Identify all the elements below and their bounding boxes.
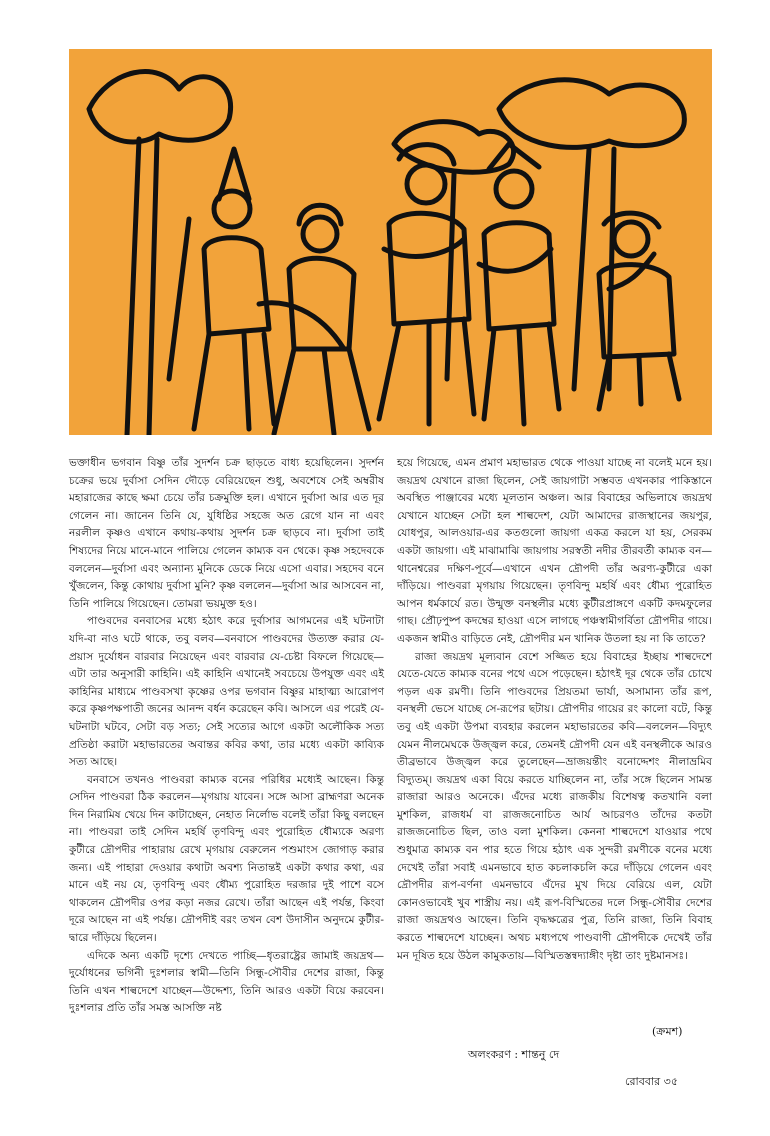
paragraph: পাণ্ডবদের বনবাসের মধ্যে হঠাৎ করে দুর্বাসার আগমনের এই ঘটনাটা যদি-বা নাও ঘটে থাকে, তবু বলব—বনবাসে পাণ্ডবদের উত্যক্ত করার যে-প্রয়াস দুর্যোধন বারবার নিয়েছেন এবং বারবার যে-চেষ্টা বিফলে গিয়েছে—এটা তার অনুসারী কাহিনি। এই কাহিনি এখানেই সবচেয়ে উপযুক্ত এবং এই কাহিনির মাধ্যমে পাণ্ডবসখা কৃষ্ণের ওপর ভগবান বিষ্ণুর মাহাত্ম্য আরোপণ করে কৃষ্ণপক্ষপাতী জনের আনন্দ বর্ধন করেছেন কবি। আসলে এর পরেই যে-ঘটনাটা ঘটবে, সেটা বড় সত্য; সেই সত্যের আগে একটা অলৌকিক সত্য প্রতিষ্ঠা করাটা মহাভারতের অবান্তর কবির কথা, তার মধ্যে একটা কাব্যিক সত্য আছে।: [69, 615, 384, 769]
illustration-credit: অলংকরণ : শান্তনু দে: [468, 1048, 560, 1061]
paragraph: রাজা জয়দ্রথ মূল্যবান বেশে সজ্জিত হয়ে বিবাহের ইচ্ছায় শাল্বদেশে যেতে-যেতে কাম্যক বনের পথে এসে পড়েছেন। হঠাৎই দূর থেকে তাঁর চোখে পড়ল এক রমণী। তিনি পাণ্ডবদের প্রিয়তমা ভার্যা, অসামান্য তাঁর রূপ, বনস্থলী ভেসে যাচ্ছে সে-রূপের ছটায়। দ্রৌপদীর গায়ের রং কালো বটে, কিন্তু তবু এই একটা উপমা ব্যবহার করলেন মহাভারতের কবি—বললেন—বিদ্যুৎ যেমন নীলমেঘকে উজ্জ্বল করে, তেমনই দ্রৌপদী যেন এই বনস্থলীকে আরও তীব্রভাবে উজ্জ্বল করে তুলেছেন—ভ্রাজয়ন্তীং বনোদ্দেশং নীলাভ্রমিব বিদ্যুতম্। জয়দ্রথ একা বিয়ে করতে যাচ্ছিলেন না, তাঁর সঙ্গে ছিলেন সামন্ত রাজারা আরও অনেকে। এঁদের মধ্যে রাজকীয় বিশেষত্ব কতখানি বলা মুশকিল, রাজধর্ম বা রাজজনোচিত আর্য আচরণও তাঁদের কতটা রাজজনোচিত ছিল, তাও বলা মুশকিল। কেননা শাল্বদেশে যাওয়ার পথে শুধুমাত্র কাম্যক বন পার হতে গিয়ে হঠাৎ এক সুন্দরী রমণীকে বনের মধ্যে দেখেই তাঁরা সবাই এমনভাবে হাত কচলাকচলি করে দাঁড়িয়ে গেলেন এবং দ্রৌপদীর রূপ-বর্ণনা এমনভাবে এঁদের মুখ দিয়ে বেরিয়ে এল, যেটা কোনওভাবেই খুব শাস্ত্রীয় নয়। এই রূপ-বিস্মিতের দলে সিন্ধু-সৌবীর দেশের রাজা জয়দ্রথও আছেন। তিনি বৃদ্ধক্ষত্রের পুত্র, তিনি রাজা, তিনি বিবাহ করতে শাল্বদেশে যাচ্ছেন। অথচ মধ্যপথে পাণ্ডবাণী দ্রৌপদীকে দেখেই তাঁর মন দূষিত হয়ে উঠল কামুকতায়—বিস্মিতস্তন্বদ্যাঙ্গীং দৃষ্টা তাং দুষ্টমানসঃ।: [397, 650, 712, 962]
page-footer: রোববার ৩৫: [625, 1075, 678, 1088]
to-be-continued: (ক্রমশ): [652, 1025, 683, 1038]
article-column-left: [69, 455, 384, 1018]
paragraph: এদিকে অন্য একটি দৃশ্যে দেখতে পাচ্ছি—ধৃতরাষ্ট্রের জামাই জয়দ্রথ—দুর্যোধনের ভগিনী দুঃশলার স্বামী—তিনি সিন্ধু-সৌবীর দেশের রাজা, কিন্তু তিনি এখন শাল্বদেশে যাচ্ছেন—উদ্দেশ্য, তিনি আরও একটা বিয়ে করবেন। দুঃশলার প্রতি তাঁর সমস্ত আসক্তি নষ্ট: [69, 949, 384, 1015]
article-column-right: [397, 455, 712, 965]
illustration-drawing: [69, 49, 712, 435]
paragraph: বনবাসে তখনও পাণ্ডবরা কাম্যক বনের পরিধির মধ্যেই আছেন। কিন্তু সেদিন পাণ্ডবরা ঠিক করলেন—মৃগয়ায় যাবেন। সঙ্গে আসা ব্রাহ্মণরা অনেক দিন নিরামিষ খেয়ে দিন কাটাচ্ছেন, নেহাত নির্লোভ বলেই তাঁরা কিছু বলছেন না। পাণ্ডবরা তাই সেদিন মহর্ষি তৃণবিন্দু এবং পুরোহিত ধৌম্যকে অরণ্য কুটীরে দ্রৌপদীর পাহারায় রেখে মৃগয়ায় বেরুলেন পশুমাংস জোগাড় করার জন্য। এই পাহারা দেওয়ার কথাটা অবশ্য নিতান্তই একটা কথার কথা, এর মানে এই নয় যে, তৃণবিন্দু এবং ধৌম্য পুরোহিত দরজার দুই পাশে বসে থাকলেন দ্রৌপদীর ওপর কড়া নজর রেখে। তাঁরা আছেন এই পর্যন্ত, কিংবা দূরে আছেন না এই পর্যন্ত। দ্রৌপদীই বরং তখন বেশ উদাসীন অনুদমে কুটীর-দ্বারে দাঁড়িয়ে ছিলেন।: [69, 773, 384, 945]
illustration: [69, 49, 712, 435]
paragraph: হয়ে গিয়েছে, এমন প্রমাণ মহাভারত থেকে পাওয়া যাচ্ছে না বলেই মনে হয়। জয়দ্রথ যেখানে রাজা ছিলেন, সেই জায়গাটা সম্ভবত এখনকার পাকিস্তানে অবস্থিত পাঞ্জাবের মধ্যে মূলতান অঞ্চল। আর বিবাহের অভিলাষে জয়দ্রথ যেখানে যাচ্ছেন সেটা হল শাল্বদেশ, যেটা আমাদের রাজস্থানের জয়পুর, যোধপুর, আলওয়ার-এর কতগুলো জায়গা একত্র করলে যা হয়, সেরকম একটা জায়গা। এই মাঝামাঝি জায়গায় সরস্বতী নদীর তীরবর্তী কাম্যক বন—থানেশ্বরের দক্ষিণ-পূর্বে—এখানে এখন দ্রৌপদী তাঁর অরণ্য-কুটীরে একা দাঁড়িয়ে। পাণ্ডবরা মৃগয়ায় গিয়েছেন। তৃণবিন্দু মহর্ষি এবং ধৌম্য পুরোহিত আপন ধর্মকার্যে রত। উন্মুক্ত বনস্থলীর মধ্যে কুটীরপ্রাঙ্গণে একটি কদমফুলের গাছ। প্রৌঢ়পুষ্প কদম্বের হাওয়া এসে লাগছে পঞ্চস্বামীগর্বিতা দ্রৌপদীর গায়ে। একজন স্বামীও বাড়িতে নেই, দ্রৌপদীর মন খানিক উতলা হয় না কি তাতে?: [397, 457, 712, 645]
paragraph: ভক্তাধীন ভগবান বিষ্ণু তাঁর সুদর্শন চক্র ছাড়তে বাধ্য হয়েছিলেন। সুদর্শন চক্রের ভয়ে দুর্বাসা সেদিন দৌড়ে বেরিয়েছেন শুধু, অবশেষে সেই অম্বরীষ মহারাজের কাছে ক্ষমা চেয়ে তাঁর চক্রমুক্তি হল। এখানে দুর্বাসা আর এত দূর গেলেন না। জানেন তিনি যে, যুধিষ্ঠির সহজে অত রেগে যান না এবং নরলীল কৃষ্ণও এখানে কথায়-কথায় সুদর্শন চক্র ছাড়বে না। দুর্বাসা তাই শিষ্যদের নিয়ে মানে-মানে পালিয়ে গেলেন কাম্যক বন থেকে। কৃষ্ণ সহদেবকে বললেন—দুর্বাসা এবং অন্যান্য মুনিকে ডেকে নিয়ে এসো এবার। সহদেব বনে খুঁজলেন, কিন্তু কোথায় দুর্বাসা মুনি? কৃষ্ণ বললেন—দুর্বাসা আর আসবেন না, তিনি পালিয়ে গিয়েছেন। তোমরা ভয়মুক্ত হও।: [69, 457, 384, 610]
